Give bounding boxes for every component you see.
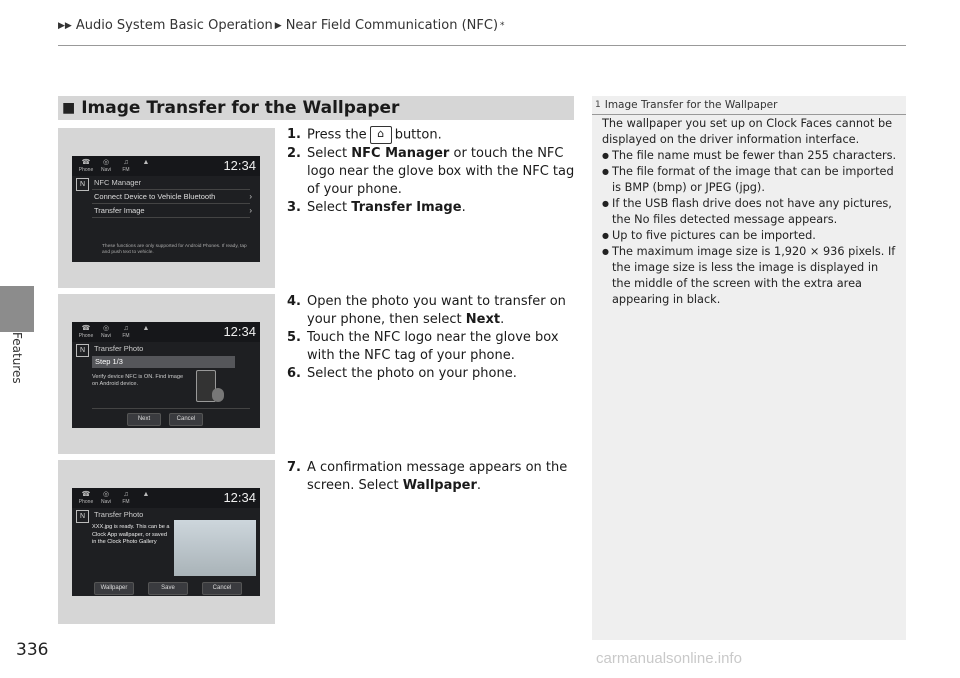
note-header [592,96,906,115]
step-5: 5. Touch the NFC logo near the glove box with the NFC tag of your phone. [287,330,559,363]
transfer-photo-screen [72,322,260,428]
phone-button[interactable]: ☎ Phone [78,491,94,505]
breadcrumb-part-1[interactable]: Audio System Basic Operation [75,18,273,33]
chevron-right-icon: › [249,206,252,215]
instruction-text: Verify device NFC is ON. Find image on Android device. [92,374,184,387]
fm-button[interactable]: ♫ FM [118,159,134,173]
nfc-icon: N [76,178,89,191]
divider [92,189,250,190]
screen-title: NFC Manager [94,178,142,187]
photo-preview [174,520,256,576]
android-button[interactable] [138,491,154,505]
phone-icon: ☎ [81,159,91,166]
section-header [58,96,574,120]
page-number: 336 [16,640,49,660]
steps-group-3 [287,459,575,495]
note-intro: The wallpaper you set up on Clock Faces cannot be displayed on the driver information interface. [602,117,893,146]
steps-group-1 [287,126,575,217]
step-2: 2. Select NFC Manager or touch the NFC logo near the glove box with the NFC tag of your phone. [287,145,575,197]
breadcrumb-asterisk: * [500,20,505,31]
android-button[interactable] [138,159,154,173]
android-icon: ▲ [142,159,150,166]
android-icon: ▲ [142,325,150,332]
note-marker-icon: 1 [595,100,601,110]
step-indicator: Step 1/3 [92,356,235,368]
hand-graphic [212,388,224,402]
divider [92,408,250,409]
status-bar [72,156,260,176]
screenshot-panel-3 [58,460,275,624]
section-square-icon: ■ [62,100,76,116]
navi-button[interactable]: ◎ Navi [98,491,114,505]
header-rule [58,45,906,46]
steps-group-2 [287,293,575,383]
screen-title: Transfer Photo [94,510,144,519]
clock: 12:34 [223,158,256,173]
step-6: 6. Select the photo on your phone. [287,366,517,381]
navi-icon: ◎ [102,491,110,498]
menu-item-connect-bluetooth[interactable]: Connect Device to Vehicle Bluetooth [94,192,216,201]
save-button[interactable]: Save [148,582,188,595]
note-bullet: ● Up to five pictures can be imported. [602,228,898,244]
nfc-icon: N [76,510,89,523]
phone-button[interactable]: ☎ Phone [78,325,94,339]
home-icon: ⌂ [370,126,392,144]
watermark: carmanualsonline.info [596,650,742,667]
screenshot-panel-2 [58,294,275,454]
step-7: 7. A confirmation message appears on the screen. Select Wallpaper. [287,460,568,493]
note-bullet: ● The file format of the image that can be imported is BMP (bmp) or JPEG (jpg). [602,164,898,196]
note-bullet: ● If the USB flash drive does not have any pictures, the No files detected message appears. [602,196,898,228]
android-only-note: These functions are only supported for Android Phones. If ready, tap and push text to vehicle. [102,244,247,255]
cancel-button[interactable]: Cancel [169,413,203,426]
status-bar [72,322,260,342]
chapter-tab[interactable] [0,286,34,332]
divider [92,203,250,204]
radio-icon: ♫ [123,491,129,498]
step-4: 4. Open the photo you want to transfer on your phone, then select Next. [287,294,566,327]
chapter-label: Features [10,332,24,384]
fm-button[interactable]: ♫ FM [118,491,134,505]
cancel-button[interactable]: Cancel [202,582,242,595]
status-bar [72,488,260,508]
note-bullet: ● The file name must be fewer than 255 characters. [602,148,898,164]
android-icon: ▲ [142,491,150,498]
radio-icon: ♫ [123,159,129,166]
phone-icon: ☎ [81,491,91,498]
nfc-manager-screen [72,156,260,262]
chevron-right-icon: › [249,192,252,201]
navi-icon: ◎ [102,325,110,332]
breadcrumb-arrow-icon: ▶ [274,20,282,31]
menu-item-transfer-image[interactable]: Transfer Image [94,206,145,215]
note-body [602,116,898,308]
phone-button[interactable]: ☎ Phone [78,159,94,173]
clock: 12:34 [223,490,256,505]
fm-button[interactable]: ♫ FM [118,325,134,339]
screenshot-panel-1 [58,128,275,288]
phone-icon: ☎ [81,325,91,332]
note-bullet: ● The maximum image size is 1,920 × 936 pixels. If the image size is less the image is displayed in the middle of the screen with the extra area appearing in black. [602,244,898,308]
wallpaper-confirm-screen [72,488,260,596]
navi-icon: ◎ [102,159,110,166]
navi-button[interactable]: ◎ Navi [98,159,114,173]
note-title: Image Transfer for the Wallpaper [604,99,778,111]
clock: 12:34 [223,324,256,339]
note-panel [592,96,906,640]
navi-button[interactable]: ◎ Navi [98,325,114,339]
nfc-icon: N [76,344,89,357]
ready-message: XXX.jpg is ready. This can be a Clock App wallpaper, or saved in the Clock Photo Gallery [92,524,170,545]
divider [92,217,250,218]
android-button[interactable] [138,325,154,339]
note-list [602,148,898,308]
wallpaper-button[interactable]: Wallpaper [94,582,134,595]
breadcrumb-part-2[interactable]: Near Field Communication (NFC) [285,18,499,33]
breadcrumb [58,18,505,33]
screen-title: Transfer Photo [94,344,144,353]
radio-icon: ♫ [123,325,129,332]
section-title: Image Transfer for the Wallpaper [81,98,400,118]
step-3: 3. Select Transfer Image. [287,199,466,215]
breadcrumb-arrow-icon: ▶▶ [58,20,72,31]
next-button[interactable]: Next [127,413,161,426]
step-1: 1. Press the ⌂ button. [287,127,442,143]
